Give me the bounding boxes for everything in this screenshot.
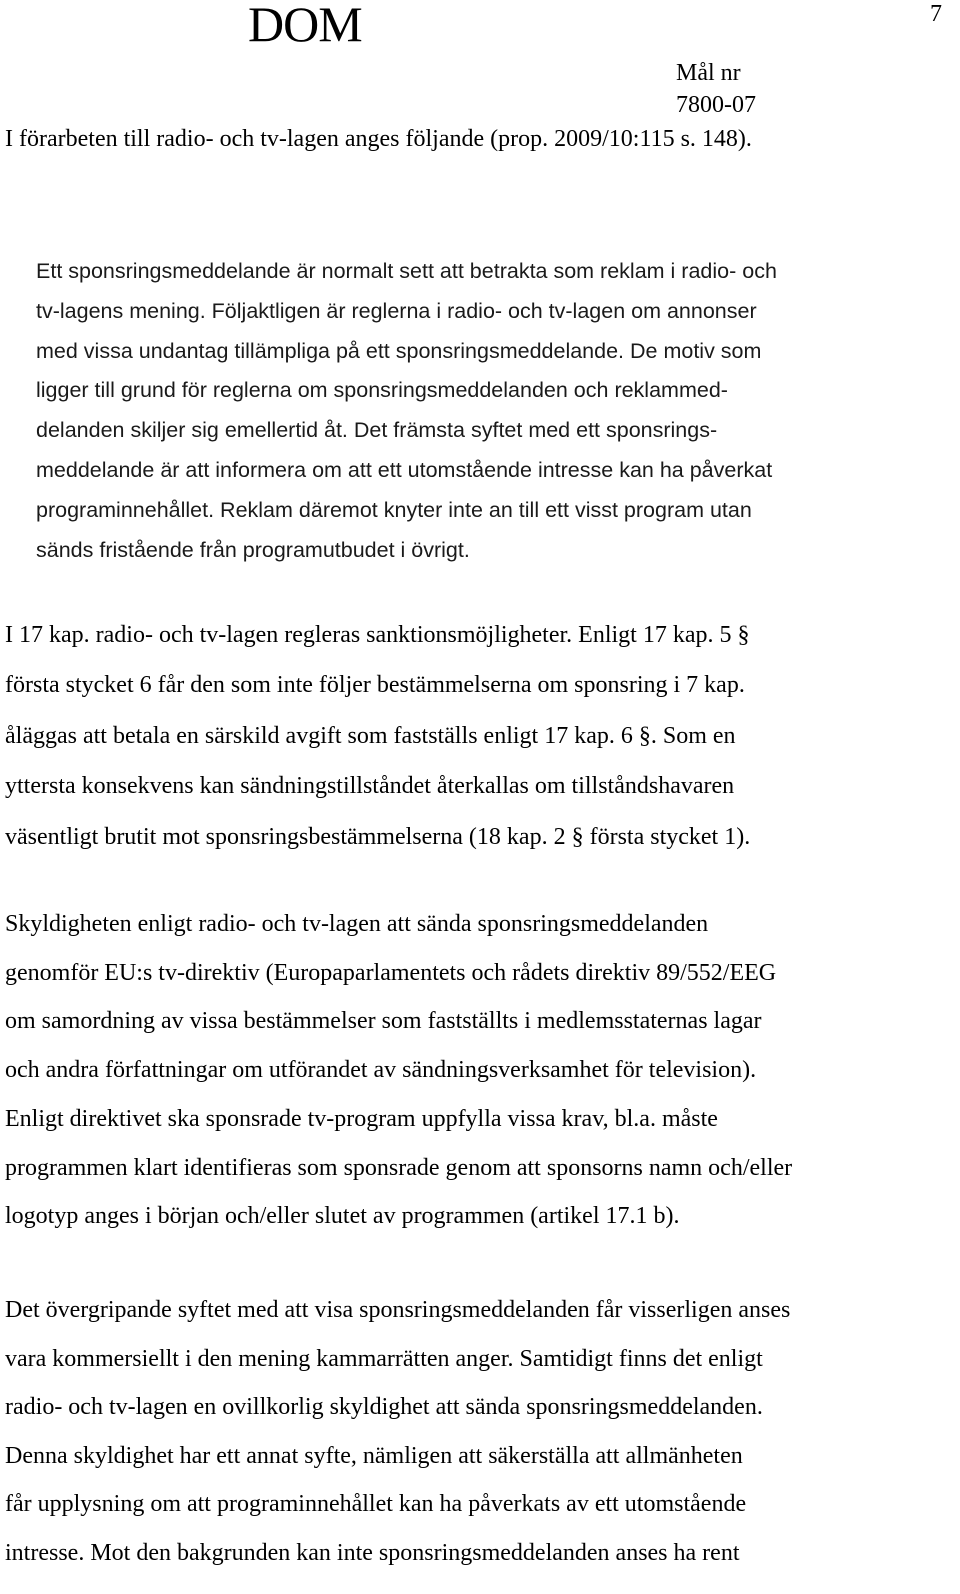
paragraph-line: åläggas att betala en särskild avgift som fastställs enligt 17 kap. 6 §. Som en — [5, 722, 736, 749]
intro-paragraph: I förarbeten till radio- och tv-lagen anges följande (prop. 2009/10:115 s. 148). — [5, 126, 752, 152]
paragraph-purpose — [5, 1286, 945, 1578]
quote-line: programinnehållet. Reklam däremot knyter inte an till ett visst program utan — [36, 497, 752, 522]
paragraph-line: yttersta konsekvens kan sändningstillståndet återkallas om tillståndshavaren — [5, 773, 735, 800]
case-number: 7800-07 — [676, 92, 756, 118]
quote-line: med vissa undantag tillämpliga på ett sponsringsmeddelande. De motiv som — [36, 338, 762, 363]
paragraph-line: om samordning av vissa bestämmelser som fastställts i medlemsstaternas lagar — [5, 1008, 762, 1035]
paragraph-line: programmen klart identifieras som sponsrade genom att sponsorns namn och/eller — [5, 1154, 793, 1181]
quote-line: meddelande är att informera om att ett utomstående intresse kan ha påverkat — [36, 457, 773, 482]
paragraph-line: vara kommersiellt i den mening kammarrätten anger. Samtidigt finns det enligt — [5, 1345, 763, 1372]
quote-line: sänds fristående från programutbudet i övrigt. — [36, 537, 470, 562]
paragraph-line: intresse. Mot den bakgrunden kan inte sponsringsmeddelanden anses ha rent — [5, 1539, 740, 1566]
paragraph-sanctions — [5, 610, 945, 862]
paragraph-line: får upplysning om att programinnehållet kan ha påverkats av ett utomstående — [5, 1491, 747, 1518]
page-number: 7 — [930, 1, 942, 27]
paragraph-line: Det övergripande syftet med att visa sponsringsmeddelanden får visserligen anses — [5, 1297, 791, 1323]
paragraph-line: genomför EU:s tv-direktiv (Europaparlamentets och rådets direktiv 89/552/EEG — [5, 959, 777, 986]
quote-line: Ett sponsringsmeddelande är normalt sett att betrakta som reklam i radio- och — [36, 259, 777, 283]
paragraph-line: väsentligt brutit mot sponsringsbestämmelserna (18 kap. 2 § första stycket 1). — [5, 823, 751, 850]
case-number-label: Mål nr — [676, 60, 741, 86]
quote-line: delanden skiljer sig emellertid åt. Det främsta syftet med ett sponsrings- — [36, 418, 718, 443]
quote-line: tv-lagens mening. Följaktligen är reglerna i radio- och tv-lagen om annonser — [36, 298, 757, 323]
paragraph-line: Skyldigheten enligt radio- och tv-lagen att sända sponsringsmeddelanden — [5, 911, 709, 937]
quote-line: ligger till grund för reglerna om sponsringsmeddelanden och reklammed- — [36, 378, 728, 403]
paragraph-eu-directive — [5, 900, 945, 1241]
paragraph-line: första stycket 6 får den som inte följer bestämmelserna om sponsring i 7 kap. — [5, 672, 745, 699]
paragraph-line: och andra författningar om utförandet av sändningsverksamhet för television). — [5, 1057, 757, 1084]
quoted-passage — [36, 252, 936, 570]
paragraph-line: Denna skyldighet har ett annat syfte, nämligen att säkerställa att allmänheten — [5, 1442, 743, 1469]
paragraph-line: logotyp anges i början och/eller slutet av programmen (artikel 17.1 b). — [5, 1203, 680, 1230]
paragraph-line: radio- och tv-lagen en ovillkorlig skyldighet att sända sponsringsmeddelanden. — [5, 1394, 763, 1421]
paragraph-line: I 17 kap. radio- och tv-lagen regleras sanktionsmöjligheter. Enligt 17 kap. 5 § — [5, 622, 750, 648]
document-title: DOM — [248, 0, 362, 52]
paragraph-line: Enligt direktivet ska sponsrade tv-program uppfylla vissa krav, bl.a. måste — [5, 1105, 718, 1132]
